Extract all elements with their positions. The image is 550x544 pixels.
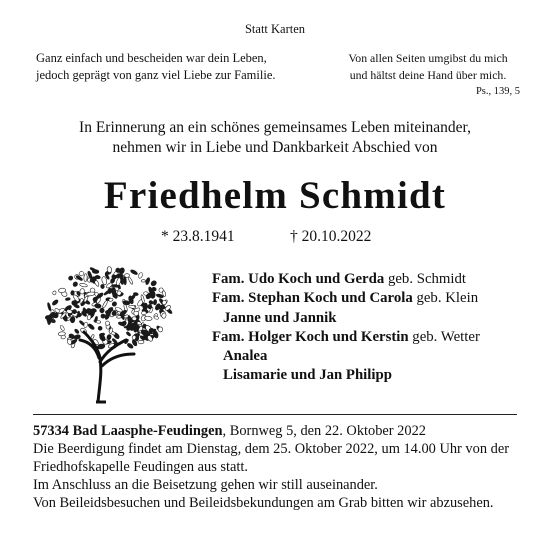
leaf <box>123 277 126 285</box>
family-maiden-name: geb. Klein <box>412 290 479 307</box>
leaf <box>71 290 75 295</box>
family-entry <box>212 289 542 328</box>
leaf <box>157 305 165 310</box>
deceased-name: Friedhelm Schmidt <box>103 174 447 217</box>
psalm-line: und hältst deine Hand über mich. <box>349 68 507 82</box>
leaf <box>79 283 87 288</box>
leaf <box>68 275 74 281</box>
leaf <box>58 288 66 293</box>
family-name: Fam. Holger Koch und Kerstin <box>212 328 409 345</box>
divider <box>33 414 517 415</box>
tree-illustration <box>40 262 186 404</box>
family-name: Fam. Stephan Koch und Carola <box>212 290 413 307</box>
leaf <box>153 299 157 305</box>
psalm-source: Ps., 139, 5 <box>475 86 520 97</box>
family-entry <box>212 270 542 289</box>
condolence-notice: Von Beileidsbesuchen und Beileidsbekundungen am Grab bitten wir abzusehen. <box>33 495 494 511</box>
leaf <box>99 308 105 314</box>
footer-text <box>33 422 523 512</box>
after-funeral-notice: Im Anschluss an die Beisetzung gehen wir still auseinander. <box>33 477 378 493</box>
leaf <box>138 272 144 279</box>
leaf <box>106 334 112 340</box>
leaf <box>102 300 108 308</box>
leaf <box>60 325 65 332</box>
leaf <box>97 325 103 331</box>
leaf <box>111 287 116 296</box>
family-entry <box>212 328 542 386</box>
tree-leaves <box>45 266 173 349</box>
footer-place: 57334 Bad Laasphe-Feudingen <box>33 423 223 439</box>
leaf <box>72 281 78 287</box>
death-date: † 20.10.2022 <box>290 228 372 245</box>
leaf <box>130 269 138 275</box>
psalm-quote <box>336 50 520 99</box>
leaf <box>105 321 110 326</box>
intro-text <box>0 118 550 157</box>
leaf <box>83 322 88 328</box>
leaf <box>47 319 54 322</box>
leaf <box>150 291 155 298</box>
leaf <box>154 315 159 319</box>
leaf <box>74 328 80 334</box>
footer-address: , Bornweg 5, den 22. Oktober 2022 <box>222 423 426 439</box>
family-name: Fam. Udo Koch und Gerda <box>212 271 385 287</box>
leaf <box>52 290 56 295</box>
birth-date: * 23.8.1941 <box>161 228 235 245</box>
leaf <box>87 323 95 330</box>
family-children: Janne und Jannik <box>223 309 337 326</box>
family-children: Lisamarie und Jan Philipp <box>223 367 392 384</box>
leaf <box>132 317 137 321</box>
family-maiden-name: geb. Wetter <box>408 328 480 345</box>
leaf <box>84 274 88 282</box>
statt-karten-heading: Statt Karten <box>244 22 306 36</box>
funeral-notice: Die Beerdigung findet am Dienstag, dem 25. Oktober 2022, um 14.00 Uhr von der Friedhofskapelle Feudingen aus statt. <box>33 441 509 475</box>
family-list <box>212 270 542 386</box>
leaf <box>128 277 134 285</box>
leaf <box>150 280 157 287</box>
leaf <box>94 303 101 308</box>
leaf <box>116 277 122 285</box>
leaf <box>111 301 117 307</box>
family-children: Analea <box>223 348 268 365</box>
leaf <box>92 269 99 273</box>
leaf <box>79 271 84 276</box>
leaf <box>145 277 150 285</box>
leaf <box>126 331 131 336</box>
leaf <box>65 297 70 300</box>
quote-left <box>36 50 306 84</box>
leaf <box>158 327 163 332</box>
leaf <box>141 280 146 283</box>
leaf <box>141 311 146 315</box>
leaf <box>70 316 75 323</box>
intro-line: nehmen wir in Liebe und Dankbarkeit Abschied von <box>112 138 438 156</box>
leaf <box>51 299 58 306</box>
quote-left-line: Ganz einfach und bescheiden war dein Leben, <box>36 51 267 65</box>
psalm-line: Von allen Seiten umgibst du mich <box>348 51 508 65</box>
quote-left-line: jedoch geprägt von ganz viel Liebe zur Familie. <box>36 68 276 82</box>
leaf <box>47 302 51 311</box>
leaf <box>138 340 144 344</box>
intro-line: In Erinnerung an ein schönes gemeinsames Leben miteinander, <box>79 119 471 136</box>
family-maiden-name: geb. Schmidt <box>384 271 467 287</box>
leaf <box>87 314 92 320</box>
leaf <box>73 303 80 308</box>
